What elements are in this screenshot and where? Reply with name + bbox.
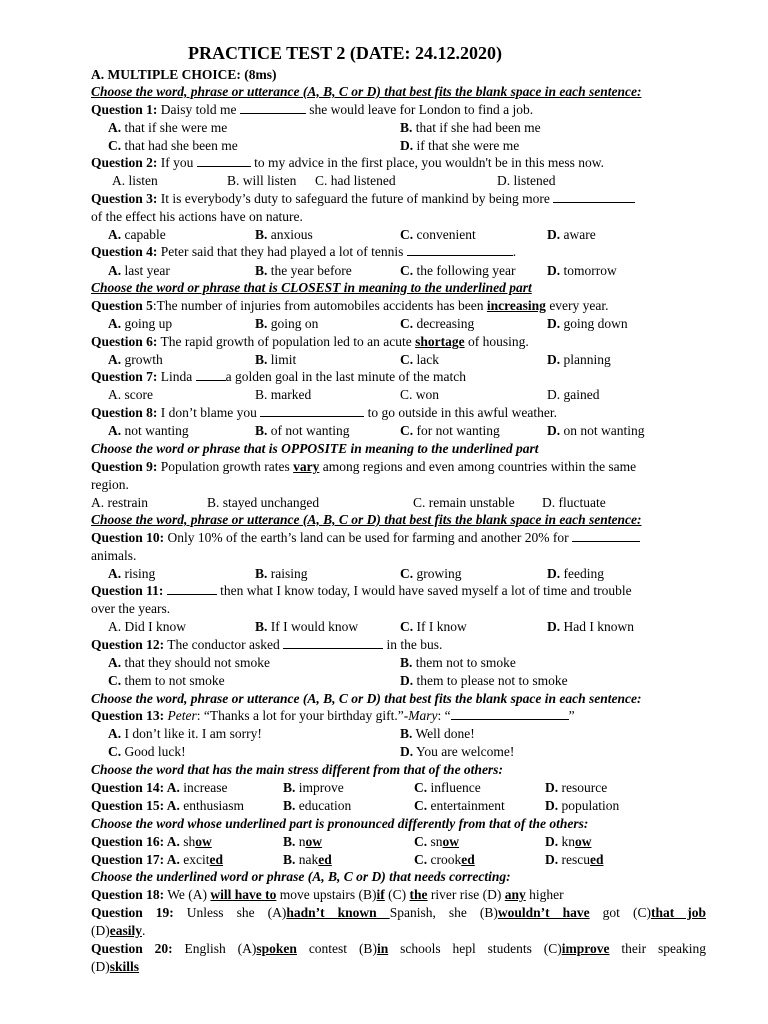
q3-option-d[interactable]: D. aware <box>547 227 596 242</box>
question-20: Question 20: English (A)spoken contest (B)in schools hepl students (C)improve their speaking <box>91 941 706 956</box>
q17-option-d[interactable]: D. rescued <box>545 852 604 867</box>
answer-blank <box>553 190 635 203</box>
question-15[interactable]: Question 15: A. enthusiasm <box>91 798 245 813</box>
instruction-stress: Choose the word that has the main stress different from that of the others: <box>91 762 503 777</box>
q11-option-c[interactable]: C. If I know <box>400 619 467 634</box>
instruction-closest: Choose the word or phrase that is CLOSEST in meaning to the underlined part <box>91 280 532 295</box>
question-14[interactable]: Question 14: A. increase <box>91 780 228 795</box>
q7-option-a[interactable]: A. score <box>108 387 153 402</box>
q6-option-c[interactable]: C. lack <box>400 352 439 367</box>
instruction-fill-blank-3: Choose the word, phrase or utterance (A, B, C or D) that best fits the blank space in each sentence: <box>91 691 642 706</box>
q2-option-a[interactable]: A. listen <box>112 173 158 188</box>
q16-option-c[interactable]: C. snow <box>414 834 460 849</box>
question-7: Question 7: Linda a golden goal in the last minute of the match <box>91 369 466 384</box>
question-3: Question 3: It is everybody’s duty to safeguard the future of mankind by being more <box>91 190 706 208</box>
q13-option-b[interactable]: B. Well done! <box>400 726 475 741</box>
q10-option-a[interactable]: A. rising <box>108 566 156 581</box>
answer-blank <box>240 101 306 114</box>
question-20-cont: (D)skills <box>91 959 140 974</box>
q9-option-c[interactable]: C. remain unstable <box>413 495 515 510</box>
q6-option-a[interactable]: A. growth <box>108 352 163 367</box>
question-13: Question 13: Peter: “Thanks a lot for your birthday gift.”-Mary: “ ” <box>91 708 575 723</box>
answer-blank <box>407 243 513 256</box>
answer-blank <box>260 404 364 417</box>
q8-option-b[interactable]: B. of not wanting <box>255 423 350 438</box>
q10-option-c[interactable]: C. growing <box>400 566 462 581</box>
q9-option-d[interactable]: D. fluctuate <box>542 495 606 510</box>
q14-option-c[interactable]: C. influence <box>414 780 481 795</box>
page-title: PRACTICE TEST 2 (DATE: 24.12.2020) <box>187 43 503 63</box>
q5-option-b[interactable]: B. going on <box>255 316 319 331</box>
q4-option-b[interactable]: B. the year before <box>255 263 352 278</box>
q3-option-b[interactable]: B. anxious <box>255 227 313 242</box>
answer-blank <box>572 529 640 542</box>
q8-option-c[interactable]: C. for not wanting <box>400 423 500 438</box>
q13-option-a[interactable]: A. I don’t like it. I am sorry! <box>108 726 262 741</box>
q5-option-c[interactable]: C. decreasing <box>400 316 475 331</box>
question-9-cont: region. <box>91 477 129 492</box>
q3-option-c[interactable]: C. convenient <box>400 227 476 242</box>
q12-option-c[interactable]: C. them to not smoke <box>108 673 225 688</box>
q12-option-d[interactable]: D. them to please not to smoke <box>400 673 568 688</box>
q5-option-d[interactable]: D. going down <box>547 316 628 331</box>
q8-option-d[interactable]: D. on not wanting <box>547 423 645 438</box>
answer-blank <box>283 636 383 649</box>
section-heading: A. MULTIPLE CHOICE: (8ms) <box>91 67 277 82</box>
q7-option-c[interactable]: C. won <box>400 387 440 402</box>
answer-blank <box>451 707 569 720</box>
question-11: Question 11: then what I know today, I would have saved myself a lot of time and trouble <box>91 583 632 598</box>
q12-option-b[interactable]: B. them not to smoke <box>400 655 516 670</box>
q1-option-b[interactable]: B. that if she had been me <box>400 120 541 135</box>
instruction-pronounce: Choose the word whose underlined part is pronounced differently from that of the others: <box>91 816 589 831</box>
question-19: Question 19: Unless she (A)hadn’t known Spanish, she (B)wouldn’t have got (C)that job <box>91 905 706 920</box>
q7-option-b[interactable]: B. marked <box>255 387 312 402</box>
q1-option-c[interactable]: C. that had she been me <box>108 138 238 153</box>
question-11-cont: over the years. <box>91 601 171 616</box>
q1-option-d[interactable]: D. if that she were me <box>400 138 520 153</box>
q4-option-a[interactable]: A. last year <box>108 263 170 278</box>
q14-option-d[interactable]: D. resource <box>545 780 608 795</box>
q6-option-d[interactable]: D. planning <box>547 352 611 367</box>
q7-option-d[interactable]: D. gained <box>547 387 600 402</box>
answer-blank <box>197 154 251 167</box>
question-10-cont: animals. <box>91 548 137 563</box>
q11-option-b[interactable]: B. If I would know <box>255 619 359 634</box>
answer-blank <box>167 582 217 595</box>
question-16[interactable]: Question 16: A. show <box>91 834 212 849</box>
q11-option-a[interactable]: A. Did I know <box>108 619 186 634</box>
q9-option-a[interactable]: A. restrain <box>91 495 148 510</box>
question-2: Question 2: If you to my advice in the first place, you wouldn't be in this mess now. <box>91 155 605 170</box>
q11-option-d[interactable]: D. Had I known <box>547 619 634 634</box>
q3-option-a[interactable]: A. capable <box>108 227 166 242</box>
q17-option-c[interactable]: C. crooked <box>414 852 475 867</box>
question-6: Question 6: The rapid growth of population led to an acute shortage of housing. <box>91 334 529 349</box>
q12-option-a[interactable]: A. that they should not smoke <box>108 655 270 670</box>
instruction-fill-blank-2: Choose the word, phrase or utterance (A, B, C or D) that best fits the blank space in each sentence: <box>91 512 642 527</box>
question-3-cont: of the effect his actions have on nature. <box>91 209 303 224</box>
q8-option-a[interactable]: A. not wanting <box>108 423 189 438</box>
q15-option-c[interactable]: C. entertainment <box>414 798 505 813</box>
q4-option-c[interactable]: C. the following year <box>400 263 516 278</box>
q16-option-d[interactable]: D. know <box>545 834 592 849</box>
question-17[interactable]: Question 17: A. excited <box>91 852 224 867</box>
answer-blank <box>196 368 226 381</box>
q2-option-d[interactable]: D. listened <box>497 173 556 188</box>
q2-option-c[interactable]: C. had listened <box>315 173 396 188</box>
q16-option-b[interactable]: B. now <box>283 834 323 849</box>
q9-option-b[interactable]: B. stayed unchanged <box>207 495 320 510</box>
instruction-correcting: Choose the underlined word or phrase (A, B, C or D) that needs correcting: <box>91 869 511 884</box>
q4-option-d[interactable]: D. tomorrow <box>547 263 617 278</box>
q15-option-b[interactable]: B. education <box>283 798 352 813</box>
question-9: Question 9: Population growth rates vary among regions and even among countries within the same <box>91 459 637 474</box>
question-12: Question 12: The conductor asked in the bus. <box>91 637 443 652</box>
instruction-fill-blank: Choose the word, phrase or utterance (A, B, C or D) that best fits the blank space in each sentence: <box>91 84 642 99</box>
q10-option-b[interactable]: B. raising <box>255 566 308 581</box>
question-8: Question 8: I don’t blame you to go outside in this awful weather. <box>91 405 557 420</box>
question-19-cont: (D)easily. <box>91 923 146 938</box>
q6-option-b[interactable]: B. limit <box>255 352 297 367</box>
q13-option-c[interactable]: C. Good luck! <box>108 744 186 759</box>
q10-option-d[interactable]: D. feeding <box>547 566 604 581</box>
question-1: Question 1: Daisy told me she would leave for London to find a job. <box>91 102 534 117</box>
q2-option-b[interactable]: B. will listen <box>227 173 297 188</box>
question-4: Question 4: Peter said that they had played a lot of tennis . <box>91 244 517 259</box>
q13-option-d[interactable]: D. You are welcome! <box>400 744 515 759</box>
q1-option-a[interactable]: A. that if she were me <box>108 120 228 135</box>
q17-option-b[interactable]: B. naked <box>283 852 332 867</box>
question-10: Question 10: Only 10% of the earth’s land can be used for farming and another 20% for <box>91 529 706 547</box>
q5-option-a[interactable]: A. going up <box>108 316 173 331</box>
instruction-opposite: Choose the word or phrase that is OPPOSITE in meaning to the underlined part <box>91 441 539 456</box>
question-18: Question 18: We (A) will have to move upstairs (B)if (C) the river rise (D) any higher <box>91 887 564 902</box>
question-5: Question 5:The number of injuries from automobiles accidents has been increasing every year. <box>91 298 609 313</box>
q14-option-b[interactable]: B. improve <box>283 780 344 795</box>
q15-option-d[interactable]: D. population <box>545 798 620 813</box>
